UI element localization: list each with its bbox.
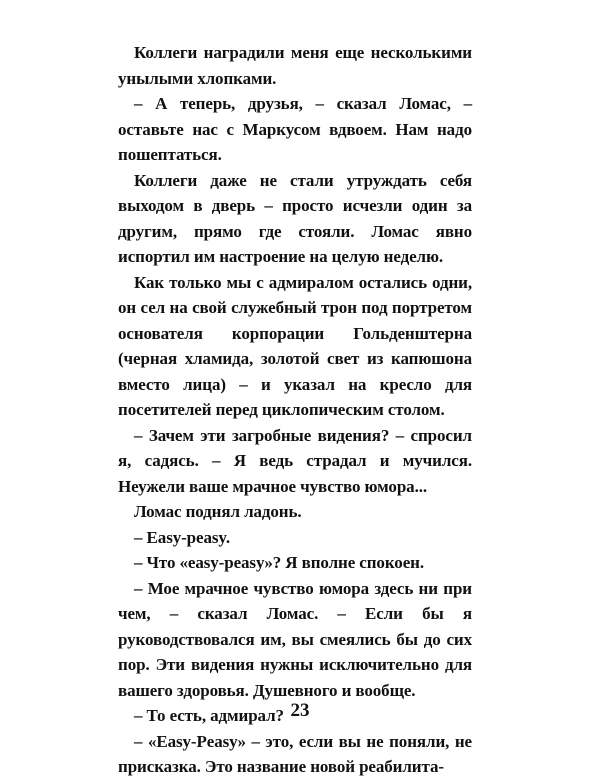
- paragraph: – Мое мрачное чувство юмора здесь ни при чем, – сказал Ломас. – Если бы я руководствовался им, вы смеялись бы до сих пор. Эти видения нужны исключительно для вашего здоровья. Душевного и вообще.: [118, 578, 472, 700]
- paragraph: – Что «easy-peasy»? Я вполне спокоен.: [134, 553, 424, 572]
- paragraph: – А теперь, друзья, – сказал Ломас, – оставьте нас с Маркусом вдвоем. Нам надо пошептаться.: [118, 94, 472, 164]
- page-number: 23: [290, 700, 310, 721]
- paragraph: Как только мы с адмиралом остались одни, он сел на свой служебный трон под портретом основателя корпорации Гольденштерна (черная хламида, золотой свет из капюшона вместо лица) – и указал на кресло для посетителей перед циклопическим столом.: [118, 272, 472, 419]
- paragraph: – То есть, адмирал?: [134, 706, 284, 725]
- paragraph: Коллеги наградили меня еще несколькими унылыми хлопками.: [118, 43, 472, 88]
- paragraph: Ломас поднял ладонь.: [134, 502, 302, 521]
- page-text: [118, 40, 472, 780]
- paragraph: Коллеги даже не стали утруждать себя выходом в дверь – просто исчезли один за другим, прямо где стояли. Ломас явно испортил им настроение на целую неделю.: [118, 170, 472, 266]
- paragraph: – «Easy-Peasy» – это, если вы не поняли, не присказка. Это название новой реабилита-: [118, 731, 472, 776]
- paragraph: – Easy-peasy.: [134, 527, 230, 547]
- paragraph: – Зачем эти загробные видения? – спросил я, садясь. – Я ведь страдал и мучился. Неужели ваше мрачное чувство юмора...: [118, 425, 472, 496]
